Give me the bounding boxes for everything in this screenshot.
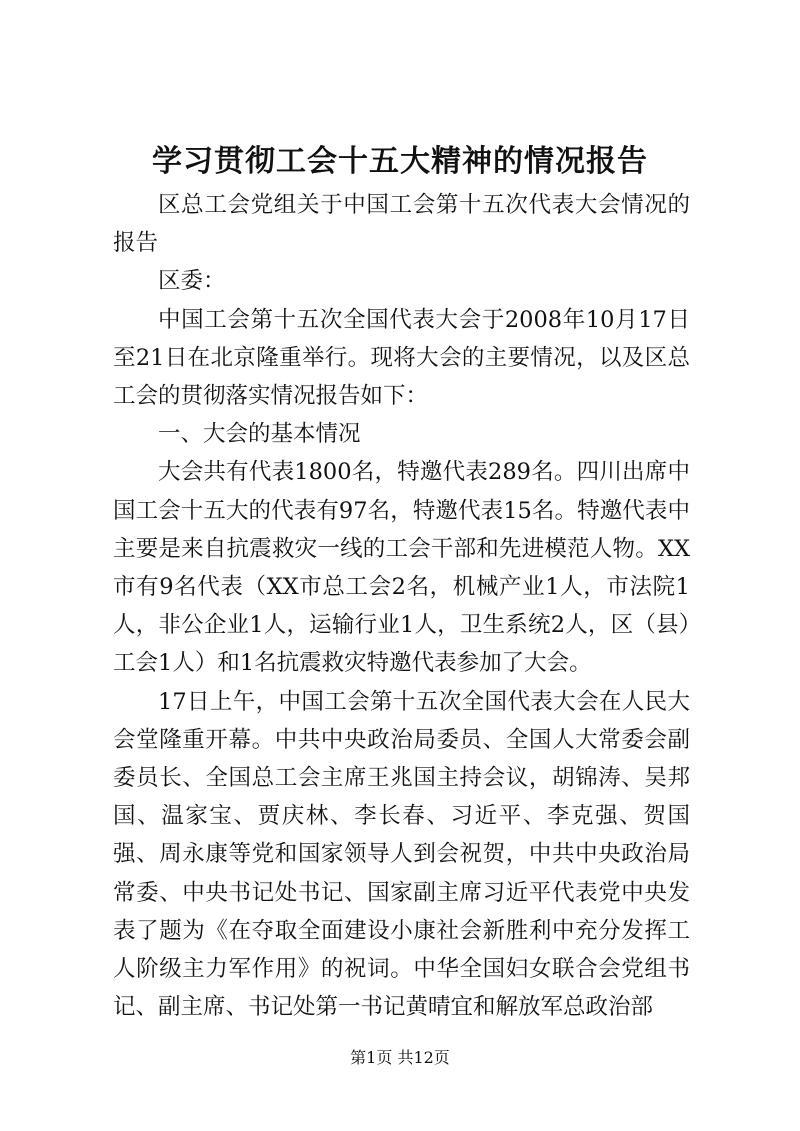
page-title: 学习贯彻工会十五大精神的情况报告 — [152, 144, 648, 179]
document-body — [113, 186, 690, 1026]
paragraph-report-heading: 区总工会党组关于中国工会第十五次代表大会情况的报告 — [113, 192, 690, 257]
paragraph-delegates: 大会共有代表1800名，特邀代表289名。四川出席中国工会十五大的代表有97名，特邀代表15名。特邀代表中主要是来自抗震救灾一线的工会干部和先进模范人物。XX市有9名代表（XX市总工会2名，机械产业1人，市法院1人，非公企业1人，运输行业1人，卫生系统2人，区（县）工会1人）和1名抗震救灾特邀代表参加了大会。 — [113, 459, 690, 677]
paragraph-salutation: 区委： — [158, 268, 226, 295]
paragraph-section-heading: 一、大会的基本情况 — [158, 421, 361, 448]
paragraph-intro: 中国工会第十五次全国代表大会于2008年10月17日至21日在北京隆重举行。现将大会的主要情况，以及区总工会的贯彻落实情况报告如下： — [113, 306, 690, 410]
page-number: 第1页 共12页 — [350, 1048, 450, 1067]
paragraph-opening: 17日上午，中国工会第十五次全国代表大会在人民大会堂隆重开幕。中共中央政治局委员、全国人大常委会副委员长、全国总工会主席王兆国主持会议，胡锦涛、吴邦国、温家宝、贾庆林、李长春、习近平、李克强、贺国强、周永康等党和国家领导人到会祝贺，中共中央政治局常委、中央书记处书记、国家副主席习近平代表党中央发表了题为《在夺取全面建设小康社会新胜利中充分发挥工人阶级主力军作用》的祝词。中华全国妇女联合会党组书记、副主席、书记处第一书记黄晴宜和解放军总政治部 — [113, 688, 690, 1021]
